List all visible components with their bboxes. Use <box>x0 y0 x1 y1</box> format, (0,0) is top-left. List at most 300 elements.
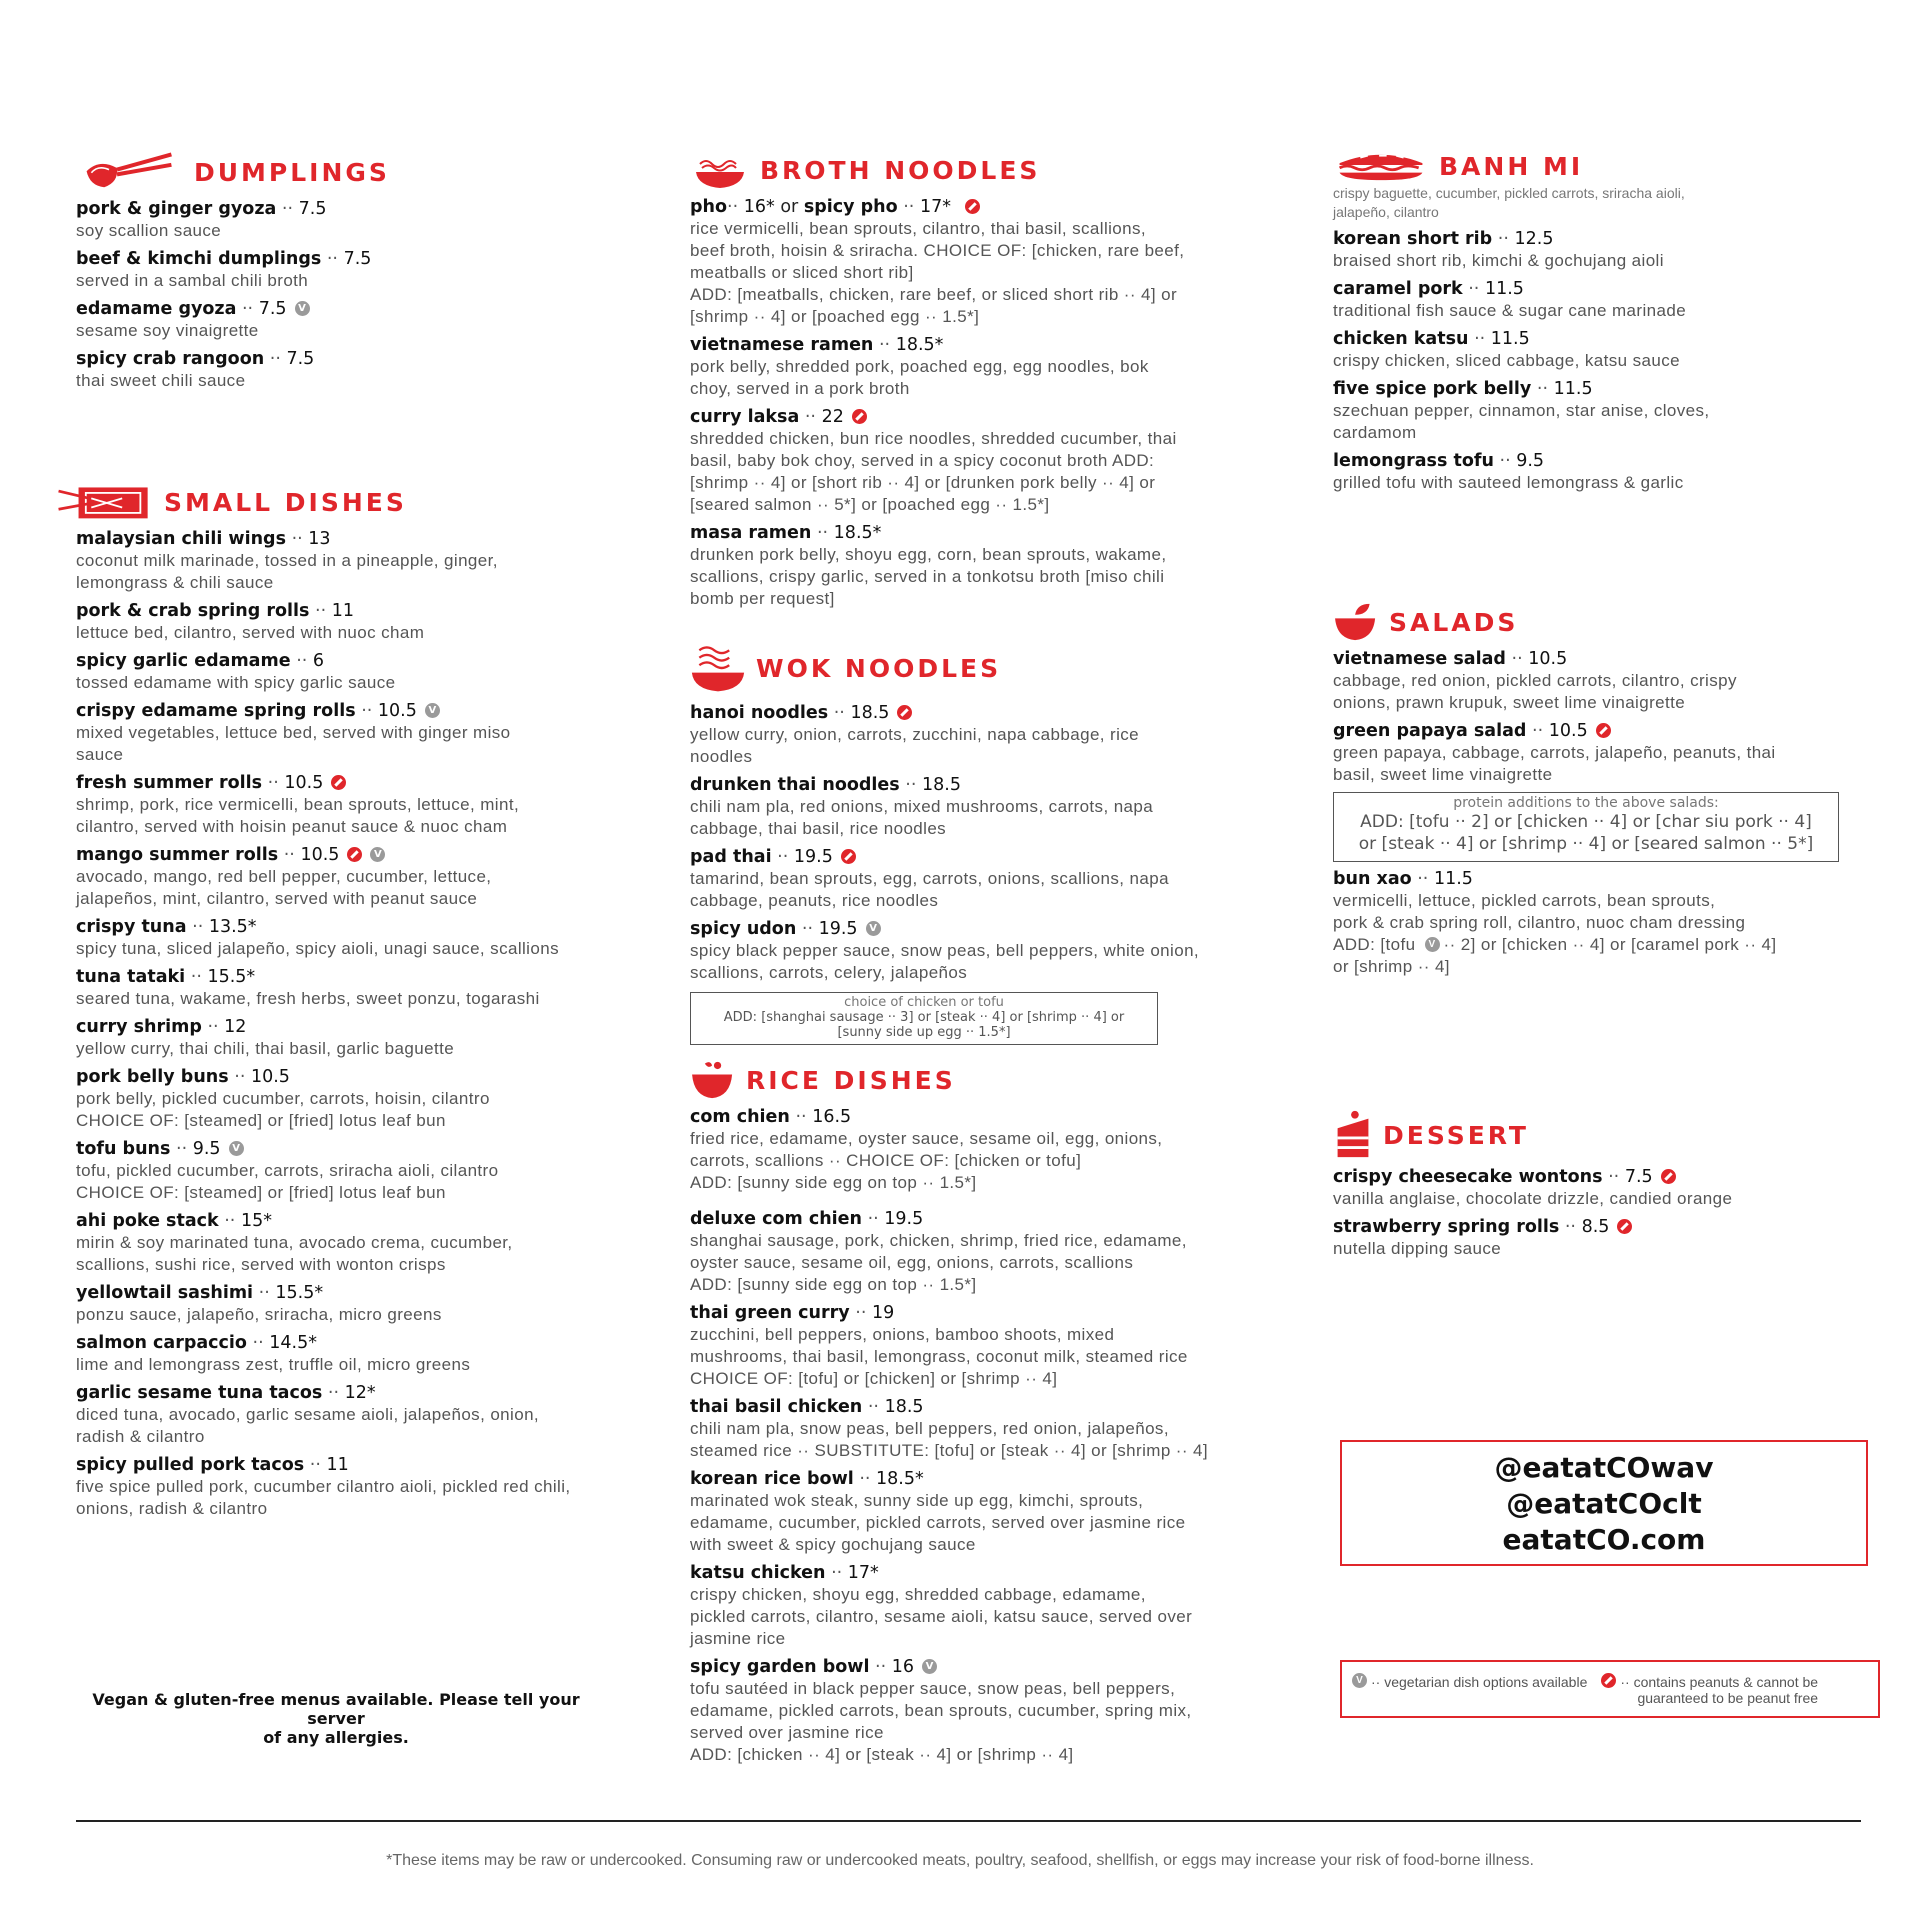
item-price: 19.5 <box>884 1209 924 1229</box>
menu-item <box>76 1282 636 1326</box>
price-separator: ·· <box>878 335 891 355</box>
price-separator: ·· <box>176 1139 188 1159</box>
rice-dishes-list <box>690 1106 1270 1766</box>
item-description <box>76 938 636 960</box>
item-price: 10.5 <box>377 701 417 721</box>
item-name: crispy cheesecake wontons <box>1333 1167 1603 1187</box>
item-price: 19 <box>871 1303 895 1323</box>
item-price: 18.5 <box>884 1397 924 1417</box>
item-name: curry laksa <box>690 407 800 427</box>
small-dishes-section <box>76 480 636 1526</box>
item-price: 7.5 <box>286 349 315 369</box>
price-separator: ·· <box>309 1455 321 1475</box>
item-name: pork & ginger gyoza <box>76 199 277 219</box>
price-separator: ·· <box>867 1397 879 1417</box>
item-name: vietnamese ramen <box>690 335 874 355</box>
item-description <box>76 220 636 242</box>
item-name: ahi poke stack <box>76 1211 219 1231</box>
menu-item <box>76 198 636 242</box>
small-dishes-header <box>54 480 636 524</box>
item-price: 11.5 <box>1553 379 1593 399</box>
description-line: cabbage, peanuts, rice noodles <box>690 891 939 910</box>
item-name: curry shrimp <box>76 1017 202 1037</box>
menu-item <box>76 1210 636 1276</box>
item-addons <box>1333 934 1873 978</box>
menu-item <box>76 1016 636 1060</box>
banh-mi-list <box>1333 228 1873 494</box>
description-line: with sweet & spicy gochujang sauce <box>690 1535 976 1554</box>
item-name: beef & kimchi dumplings <box>76 249 322 269</box>
price-separator: ·· <box>327 1383 340 1403</box>
menu-item <box>76 248 636 292</box>
item-name: garlic sesame tuna tacos <box>76 1383 323 1403</box>
menu-item <box>690 1656 1270 1766</box>
menu-item <box>690 334 1270 400</box>
description-line: five spice pulled pork, cucumber cilantro aioli, pickled red chili, <box>76 1477 571 1496</box>
price-separator: ·· <box>777 847 789 867</box>
menu-item <box>76 772 636 838</box>
vegetarian-icon: V <box>1352 1673 1367 1688</box>
item-description <box>690 1418 1270 1462</box>
item-name: spicy crab rangoon <box>76 349 265 369</box>
box-line: ADD: [tofu ·· 2] or [chicken ·· 4] or [char siu pork ·· 4] <box>1360 812 1812 832</box>
menu-item <box>76 650 636 694</box>
price-separator: ·· <box>190 967 202 987</box>
item-price: 10.5 <box>1528 649 1568 669</box>
description-line: carrots, scallions ·· CHOICE OF: [chicken or tofu] <box>690 1151 1082 1170</box>
website-link[interactable]: eatatCO.com <box>1502 1523 1706 1556</box>
item-description <box>76 1038 636 1060</box>
item-name: chicken katsu <box>1333 329 1469 349</box>
menu-item <box>76 298 636 342</box>
item-description <box>690 1678 1270 1766</box>
description-line: tofu, pickled cucumber, carrots, sriracha aioli, cilantro <box>76 1161 499 1180</box>
item-name: deluxe com chien <box>690 1209 862 1229</box>
menu-item <box>690 774 1270 840</box>
description-line: pork & crab spring roll, cilantro, nuoc cham dressing <box>1333 913 1746 932</box>
item-price: 12 <box>224 1017 247 1037</box>
item-price: 7.5 <box>298 199 327 219</box>
price-separator: ·· <box>1532 721 1544 741</box>
price-separator: ·· <box>727 197 739 217</box>
rice-dishes-section <box>690 1058 1270 1772</box>
item-price: 10.5 <box>1548 721 1588 741</box>
price-separator: ·· <box>1497 229 1509 249</box>
menu-item <box>76 1382 636 1448</box>
description-line: CHOICE OF: [steamed] or [fried] lotus leaf bun <box>76 1111 446 1130</box>
description-line: nutella dipping sauce <box>1333 1239 1502 1258</box>
description-line: crispy chicken, shoyu egg, shredded cabbage, edamame, <box>690 1585 1146 1604</box>
banh-mi-subtitle <box>1333 184 1873 222</box>
menu-item-pho <box>690 196 1270 328</box>
description-line: crispy baguette, cucumber, pickled carrots, sriracha aioli, <box>1333 185 1685 201</box>
price-separator: ·· <box>855 1303 867 1323</box>
price-separator: ·· <box>833 703 845 723</box>
price-separator: ·· <box>192 917 204 937</box>
price-separator: ·· <box>867 1209 879 1229</box>
item-name: spicy pulled pork tacos <box>76 1455 305 1475</box>
item-name: katsu chicken <box>690 1563 826 1583</box>
description-line: shrimp, pork, rice vermicelli, bean sprouts, lettuce, mint, <box>76 795 520 814</box>
item-description <box>690 868 1270 912</box>
peanut-icon <box>1617 1219 1632 1234</box>
description-line: zucchini, bell peppers, onions, bamboo shoots, mixed <box>690 1325 1115 1344</box>
raw-food-disclaimer: *These items may be raw or undercooked. Consuming raw or undercooked meats, poultry, seafood, shellfish, or eggs may increase your risk of food-borne illness. <box>386 1852 1534 1869</box>
item-description <box>1333 472 1873 494</box>
salad-bowl-icon <box>1333 602 1379 642</box>
description-line: mixed vegetables, lettuce bed, served with ginger miso <box>76 723 511 742</box>
item-description <box>1333 350 1873 372</box>
peanut-icon <box>965 199 980 214</box>
menu-item <box>76 966 636 1010</box>
description-line: szechuan pepper, cinnamon, star anise, cloves, <box>1333 401 1710 420</box>
menu-item <box>1333 648 1873 714</box>
item-description <box>690 940 1270 984</box>
item-name: yellowtail sashimi <box>76 1283 254 1303</box>
description-line: tossed edamame with spicy garlic sauce <box>76 673 396 692</box>
item-price: 9.5 <box>1516 451 1545 471</box>
item-price: 11.5 <box>1484 279 1524 299</box>
menu-item <box>690 918 1270 984</box>
item-description <box>76 1232 636 1276</box>
item-name: spicy pho <box>803 197 898 217</box>
or-text: or <box>780 197 799 217</box>
description-line: CHOICE OF: [steamed] or [fried] lotus leaf bun <box>76 1183 446 1202</box>
item-price: 10.5 <box>300 845 340 865</box>
box-title: protein additions to the above salads: <box>1453 795 1719 811</box>
small-plate-icon <box>54 482 154 522</box>
description-line: pickled carrots, cilantro, sesame aioli, katsu sauce, served over <box>690 1607 1193 1626</box>
description-line: lime and lemongrass zest, truffle oil, micro greens <box>76 1355 471 1374</box>
description-line: green papaya, cabbage, carrots, jalapeño, peanuts, thai <box>1333 743 1776 762</box>
menu-item <box>690 846 1270 912</box>
wok-noodles-title: WOK NOODLES <box>756 653 1002 683</box>
description-line: rice vermicelli, bean sprouts, cilantro, thai basil, scallions, <box>690 219 1147 238</box>
description-line: jasmine rice <box>690 1629 786 1648</box>
legend-vegetarian-text: ·· vegetarian dish options available <box>1371 1674 1588 1690</box>
small-dishes-title: SMALL DISHES <box>164 487 407 517</box>
price-separator: ·· <box>859 1469 871 1489</box>
box-title: choice of chicken or tofu <box>844 995 1004 1010</box>
item-description <box>1333 890 1873 934</box>
peanut-icon <box>841 849 856 864</box>
dumplings-section <box>76 150 636 398</box>
item-description <box>76 672 636 694</box>
price-separator: ·· <box>241 299 254 319</box>
description-line: scallions, carrots, celery, jalapeños <box>690 963 968 982</box>
menu-item <box>690 406 1270 516</box>
description-line: mushrooms, thai basil, lemongrass, coconut milk, steamed rice <box>690 1347 1188 1366</box>
item-description <box>76 270 636 292</box>
item-name: caramel pork <box>1333 279 1463 299</box>
peanut-icon <box>1601 1673 1616 1688</box>
dumplings-header <box>74 150 636 194</box>
item-name: pork belly buns <box>76 1067 229 1087</box>
description-line: meatballs or sliced short rib] <box>690 263 914 282</box>
item-name: com chien <box>690 1107 790 1127</box>
description-line: oyster sauce, sesame oil, egg, onions, carrots, scallions <box>690 1253 1134 1272</box>
item-price: 17* <box>919 197 951 217</box>
item-name: tuna tataki <box>76 967 186 987</box>
description-line: jalapeño, cilantro <box>1333 204 1439 220</box>
description-line: soy scallion sauce <box>76 221 222 240</box>
item-description <box>690 1584 1270 1650</box>
vegetarian-icon: V <box>370 847 385 862</box>
item-description <box>1333 670 1873 714</box>
addon-text: ·· 2] or [chicken ·· 4] or [caramel pork ·· 4] <box>1443 935 1777 954</box>
item-description <box>76 370 636 392</box>
cake-slice-icon <box>1333 1109 1373 1161</box>
item-name: pho <box>690 197 728 217</box>
menu-item <box>76 528 636 594</box>
item-price: 8.5 <box>1581 1217 1610 1237</box>
description-line: radish & cilantro <box>76 1427 205 1446</box>
price-separator: ·· <box>281 199 294 219</box>
price-separator: ·· <box>315 601 327 621</box>
item-name: pad thai <box>690 847 772 867</box>
item-name: pork & crab spring rolls <box>76 601 310 621</box>
description-line: lemongrass & chili sauce <box>76 573 274 592</box>
price-separator: ·· <box>816 523 829 543</box>
description-line: fried rice, edamame, oyster sauce, sesame oil, egg, onions, <box>690 1129 1163 1148</box>
description-line: spicy tuna, sliced jalapeño, spicy aioli, unagi sauce, scallions <box>76 939 559 958</box>
item-price: 10.5 <box>250 1067 290 1087</box>
description-line: choy, served in a pork broth <box>690 379 910 398</box>
vegan-note <box>76 1690 596 1747</box>
price-separator: ·· <box>1417 869 1429 889</box>
price-separator: ·· <box>1608 1167 1620 1187</box>
description-line: shanghai sausage, pork, chicken, shrimp, fried rice, edamame, <box>690 1231 1187 1250</box>
item-description <box>76 1304 636 1326</box>
description-line: avocado, mango, red bell pepper, cucumber, lettuce, <box>76 867 492 886</box>
item-price: 13.5* <box>208 917 257 937</box>
noodle-bowl-icon <box>690 150 750 190</box>
price-separator: ·· <box>291 529 303 549</box>
item-name: lemongrass tofu <box>1333 451 1494 471</box>
item-description <box>690 1490 1270 1556</box>
item-price: 19.5 <box>793 847 833 867</box>
broth-noodles-header <box>690 148 1270 192</box>
dessert-header <box>1333 1108 1873 1162</box>
item-price: 10.5 <box>284 773 324 793</box>
item-description <box>76 1476 636 1520</box>
price-separator: ·· <box>269 349 281 369</box>
item-price: 18.5 <box>922 775 961 795</box>
description-line: basil, sweet lime vinaigrette <box>1333 765 1553 784</box>
peanut-icon <box>897 705 912 720</box>
price-separator: ·· <box>1536 379 1549 399</box>
price-separator: ·· <box>267 773 279 793</box>
salads-section <box>1333 600 1873 984</box>
addon-text: or [shrimp ·· 4] <box>1333 957 1450 976</box>
broth-noodles-title: BROTH NOODLES <box>760 155 1041 185</box>
price-separator: ·· <box>903 197 915 217</box>
item-price: 18.5* <box>833 523 882 543</box>
menu-item <box>1333 720 1873 786</box>
wok-noodles-header <box>690 638 1270 698</box>
description-line: scallions, sushi rice, served with wonton crisps <box>76 1255 446 1274</box>
salads-title: SALADS <box>1389 607 1519 637</box>
menu-item <box>76 916 636 960</box>
item-description <box>690 1128 1270 1194</box>
price-separator: ·· <box>207 1017 219 1037</box>
item-price: 7.5 <box>258 299 287 319</box>
item-description <box>76 622 636 644</box>
footer-divider <box>76 1820 1861 1822</box>
item-price: 14.5* <box>269 1333 317 1353</box>
item-description <box>690 1324 1270 1390</box>
item-name: korean short rib <box>1333 229 1493 249</box>
price-separator: ·· <box>1564 1217 1576 1237</box>
item-name: drunken thai noodles <box>690 775 900 795</box>
item-description <box>1333 1238 1873 1260</box>
description-line: tamarind, bean sprouts, egg, carrots, onions, scallions, napa <box>690 869 1169 888</box>
description-line: lettuce bed, cilantro, served with nuoc cham <box>76 623 425 642</box>
item-name: korean rice bowl <box>690 1469 854 1489</box>
description-line: ADD: [sunny side egg on top ·· 1.5*] <box>690 1275 977 1294</box>
broth-noodles-list <box>690 334 1270 610</box>
description-line: scallions, crispy garlic, served in a tonkotsu broth [miso chili <box>690 567 1165 586</box>
menu-item <box>76 1066 636 1132</box>
item-price: 12.5 <box>1514 229 1554 249</box>
small-dishes-list <box>76 528 636 1520</box>
menu-item <box>690 1468 1270 1556</box>
peanut-icon <box>1596 723 1611 738</box>
price-separator: ·· <box>831 1563 843 1583</box>
description-line: yellow curry, onion, carrots, zucchini, napa cabbage, rice <box>690 725 1140 744</box>
item-price: 9.5 <box>192 1139 221 1159</box>
description-line: ADD: [chicken ·· 4] or [steak ·· 4] or [shrimp ·· 4] <box>690 1745 1074 1764</box>
item-name: vietnamese salad <box>1333 649 1506 669</box>
item-description <box>1333 250 1873 272</box>
item-price: 18.5 <box>850 703 890 723</box>
description-line: chili nam pla, red onions, mixed mushrooms, carrots, napa <box>690 797 1154 816</box>
peanut-icon <box>347 847 362 862</box>
social-handle: @eatatCOwav <box>1494 1451 1714 1484</box>
item-price: 16 <box>891 1657 915 1677</box>
description-line: traditional fish sauce & sugar cane marinade <box>1333 301 1687 320</box>
price-separator: ·· <box>258 1283 270 1303</box>
menu-item <box>690 522 1270 610</box>
menu-item <box>1333 228 1873 272</box>
item-price: 19.5 <box>818 919 858 939</box>
menu-item <box>690 1302 1270 1390</box>
item-description <box>690 356 1270 400</box>
price-separator: ·· <box>905 775 917 795</box>
item-description <box>690 544 1270 610</box>
description-line: CHOICE OF: [tofu] or [chicken] or [shrimp ·· 4] <box>690 1369 1058 1388</box>
item-name: strawberry spring rolls <box>1333 1217 1560 1237</box>
item-description <box>76 1404 636 1448</box>
price-separator: ·· <box>795 1107 807 1127</box>
menu-item <box>690 702 1270 768</box>
vegetarian-icon: V <box>922 1659 937 1674</box>
price-separator: ·· <box>252 1333 264 1353</box>
menu-item <box>76 1332 636 1376</box>
description-line: vermicelli, lettuce, pickled carrots, bean sprouts, <box>1333 891 1716 910</box>
menu-item <box>76 700 636 766</box>
price-separator: ·· <box>875 1657 887 1677</box>
item-price: 16.5 <box>812 1107 852 1127</box>
item-price: 13 <box>308 529 331 549</box>
legend-box <box>1340 1660 1880 1718</box>
menu-item <box>690 1106 1270 1194</box>
description-line: ADD: [meatballs, chicken, rare beef, or sliced short rib ·· 4] or <box>690 285 1178 304</box>
vegetarian-icon: V <box>295 301 310 316</box>
broth-noodles-section <box>690 148 1270 616</box>
salads-list <box>1333 648 1873 786</box>
description-line: mirin & soy marinated tuna, avocado crema, cucumber, <box>76 1233 513 1252</box>
description-line: beef broth, hoisin & sriracha. CHOICE OF: [chicken, rare beef, <box>690 241 1185 260</box>
menu-item <box>1333 378 1873 444</box>
item-price: 12* <box>344 1383 376 1403</box>
item-price: 7.5 <box>1624 1167 1653 1187</box>
wok-noodles-section <box>690 638 1270 1045</box>
menu-item <box>1333 450 1873 494</box>
dumplings-title: DUMPLINGS <box>194 157 390 187</box>
menu-item-bun-xao <box>1333 868 1873 978</box>
dessert-list <box>1333 1166 1873 1260</box>
description-line: cardamom <box>1333 423 1417 442</box>
price-separator: ·· <box>804 407 816 427</box>
description-line: seared tuna, wakame, fresh herbs, sweet ponzu, togarashi <box>76 989 540 1008</box>
price-separator: ·· <box>1468 279 1480 299</box>
price-separator: ·· <box>326 249 338 269</box>
item-name: five spice pork belly <box>1333 379 1532 399</box>
item-name: bun xao <box>1333 869 1412 889</box>
social-handle: @eatatCOclt <box>1506 1487 1702 1520</box>
price-separator: ·· <box>361 701 373 721</box>
price-separator: ·· <box>283 845 295 865</box>
price-separator: ·· <box>801 919 814 939</box>
description-line: basil, baby bok choy, served in a spicy coconut broth ADD: <box>690 451 1155 470</box>
item-description <box>690 724 1270 768</box>
description-line: pork belly, pickled cucumber, carrots, hoisin, cilantro <box>76 1089 490 1108</box>
box-line: or [steak ·· 4] or [shrimp ·· 4] or [seared salmon ·· 5*] <box>1358 834 1814 854</box>
dessert-section <box>1333 1108 1873 1266</box>
menu-item <box>76 1138 636 1204</box>
item-price: 15.5* <box>207 967 256 987</box>
item-name: crispy tuna <box>76 917 187 937</box>
item-price: 11.5 <box>1490 329 1530 349</box>
item-description <box>76 988 636 1010</box>
rice-dishes-title: RICE DISHES <box>746 1065 956 1095</box>
menu-item <box>690 1562 1270 1650</box>
vegetarian-icon: V <box>229 1141 244 1156</box>
item-name: tofu buns <box>76 1139 171 1159</box>
peanut-icon <box>852 409 867 424</box>
menu-item <box>1333 1166 1873 1210</box>
description-line: served over jasmine rice <box>690 1723 884 1742</box>
banh-mi-title: BANH MI <box>1439 151 1584 181</box>
description-line: ponzu sauce, jalapeño, sriracha, micro greens <box>76 1305 442 1324</box>
description-line: ADD: [sunny side egg on top ·· 1.5*] <box>690 1173 977 1192</box>
description-line: sesame soy vinaigrette <box>76 321 259 340</box>
item-name: thai green curry <box>690 1303 850 1323</box>
item-description <box>690 796 1270 840</box>
item-price: 18.5* <box>895 335 944 355</box>
item-name: fresh summer rolls <box>76 773 263 793</box>
item-name: spicy garlic edamame <box>76 651 291 671</box>
item-description <box>76 866 636 910</box>
description-line: pork belly, shredded pork, poached egg, egg noodles, bok <box>690 357 1149 376</box>
price-separator: ·· <box>234 1067 246 1087</box>
description-line: drunken pork belly, shoyu egg, corn, bean sprouts, wakame, <box>690 545 1167 564</box>
description-line: [shrimp ·· 4] or [poached egg ·· 1.5*] <box>690 307 980 326</box>
addon-text: ADD: [tofu <box>1333 935 1416 954</box>
vegetarian-icon: V <box>425 703 440 718</box>
wok-noodles-list <box>690 702 1270 984</box>
